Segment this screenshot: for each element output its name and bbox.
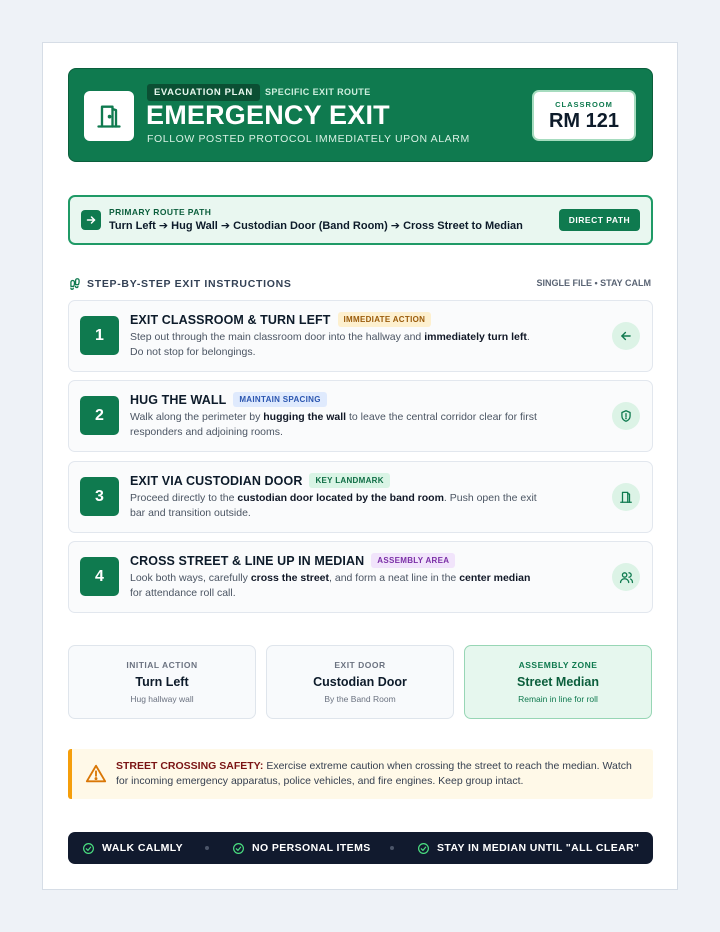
primary-route-banner [68,195,653,245]
step-description [130,330,544,360]
step-badge: ASSEMBLY AREA [371,553,455,568]
footer-item-no-personal-items [232,832,371,864]
footer-item-label: WALK CALMLY [102,842,184,854]
card-subtext: By the Band Room [324,694,396,704]
desc-emphasis: cross the street [250,572,330,584]
desc-text: . Push open the exit bar and transition outside. [130,492,537,519]
desc-text: , and form a neat line in the [329,572,460,584]
step-card-3 [68,461,653,533]
desc-text: Look both ways, carefully [130,572,251,584]
warning-heading: STREET CROSSING SAFETY: [116,760,264,772]
desc-emphasis: immediately turn left [424,331,527,343]
step-title [130,312,431,327]
header-banner [68,68,653,162]
card-value: Street Median [517,675,599,689]
users-icon [612,563,640,591]
step-title-text: EXIT VIA CUSTODIAN DOOR [130,474,303,488]
step-title-text: CROSS STREET & LINE UP IN MEDIAN [130,554,365,568]
card-label: ASSEMBLY ZONE [518,660,598,670]
warning-text [116,759,646,789]
desc-text: Step out through the main classroom door into the hallway and [130,331,425,343]
step-badge: KEY LANDMARK [309,473,389,488]
desc-text: to leave the central corridor clear for first responders and adjoining rooms. [130,411,537,438]
arrow-right-icon [81,210,101,230]
card-label: INITIAL ACTION [126,660,198,670]
footer-item-label: STAY IN MEDIAN UNTIL "ALL CLEAR" [437,842,640,854]
section-title: STEP-BY-STEP EXIT INSTRUCTIONS [87,278,292,290]
desc-emphasis: center median [459,572,531,584]
footer-bar [68,832,653,864]
room-number: RM 121 [548,110,620,132]
step-number: 3 [80,477,119,516]
tag-evacuation-plan: EVACUATION PLAN [147,84,260,101]
route-path: Turn Left ➔ Hug Wall ➔ Custodian Door (Band Room) ➔ Cross Street to Median [109,220,523,232]
card-subtext: Hug hallway wall [130,694,194,704]
card-value: Custodian Door [313,675,407,689]
summary-card-exit-door [266,645,454,719]
step-number: 2 [80,396,119,435]
desc-text: . Do not stop for belongings. [130,331,530,358]
summary-card-initial-action [68,645,256,719]
tag-specific-exit-route: SPECIFIC EXIT ROUTE [265,87,371,97]
step-title [130,392,327,407]
step-number: 4 [80,557,119,596]
footer-item-label: NO PERSONAL ITEMS [252,842,371,854]
desc-text: for attendance roll call. [130,587,236,599]
check-circle-icon [417,842,430,855]
page-title: EMERGENCY EXIT [146,100,390,130]
step-card-4 [68,541,653,613]
footer-item-walk-calmly [82,832,183,864]
step-title-text: HUG THE WALL [130,393,227,407]
step-number: 1 [80,316,119,355]
step-title [130,553,455,568]
desc-emphasis: custodian door located by the band room [237,492,444,504]
arrow-left-icon [612,322,640,350]
warning-body: Exercise extreme caution when crossing the street to reach the median. Watch for incoming emergency apparatus, police vehicles, and fire engines. Keep group intact. [116,760,632,787]
check-circle-icon [232,842,245,855]
summary-card-assembly-zone [464,645,652,719]
card-label: EXIT DOOR [334,660,386,670]
footer-separator [390,846,394,850]
footer-item-stay-in-median [417,832,639,864]
step-card-2 [68,380,653,452]
desc-emphasis: hugging the wall [263,411,347,423]
warning-triangle-icon [85,763,107,790]
door-icon [84,91,134,141]
step-title [130,473,390,488]
door-icon [612,483,640,511]
step-badge: IMMEDIATE ACTION [338,312,432,327]
direct-path-button[interactable]: DIRECT PATH [559,209,640,231]
step-badge: MAINTAIN SPACING [233,392,326,407]
desc-text: Walk along the perimeter by [130,411,264,423]
page-subtitle: FOLLOW POSTED PROTOCOL IMMEDIATELY UPON ALARM [147,133,470,145]
desc-text: Proceed directly to the [130,492,238,504]
evacuation-sheet [42,42,678,890]
section-note: SINGLE FILE • STAY CALM [536,278,651,288]
shield-icon [612,402,640,430]
footprints-icon [68,277,82,296]
check-circle-icon [82,842,95,855]
room-badge [532,90,636,141]
step-description [130,571,544,601]
step-description [130,410,544,440]
street-crossing-warning [68,749,653,799]
step-description [130,491,544,521]
footer-separator [205,846,209,850]
step-title-text: EXIT CLASSROOM & TURN LEFT [130,313,331,327]
card-value: Turn Left [135,675,189,689]
route-label: PRIMARY ROUTE PATH [109,207,212,217]
card-subtext: Remain in line for roll [518,694,598,704]
room-label: CLASSROOM [555,100,613,109]
step-card-1 [68,300,653,372]
